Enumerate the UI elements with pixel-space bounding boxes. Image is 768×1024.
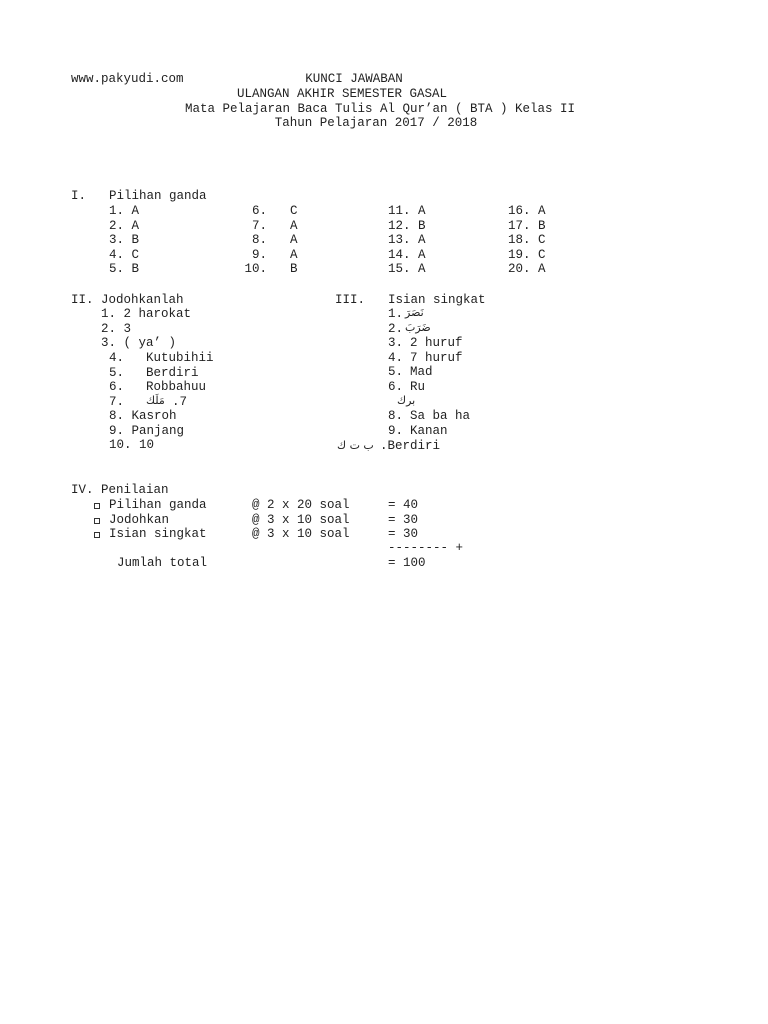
- scoring-result: = 40: [388, 498, 419, 512]
- matching-item-arabic: مَلَك: [146, 393, 165, 407]
- matching-item-number: 6.: [109, 380, 125, 395]
- mc-number: 8.: [251, 233, 267, 248]
- scoring-result: = 30: [388, 527, 419, 542]
- site-url: www.pakyudi.com: [71, 72, 184, 86]
- section-2-heading: II. Jodohkanlah: [71, 293, 184, 307]
- mc-answer: 17. B: [508, 218, 546, 233]
- mc-answer: 13. A: [388, 233, 426, 248]
- short-answer-number: 8.: [388, 409, 404, 424]
- scoring-calc: @ 3 x 10 soal: [252, 527, 350, 542]
- document-title: KUNCI JAWABAN: [305, 72, 403, 86]
- mc-answer: 16. A: [508, 204, 546, 218]
- matching-item-text: Berdiri: [146, 365, 199, 380]
- short-answer-number: 4.: [388, 350, 404, 365]
- mc-number: 7.: [251, 218, 267, 233]
- short-answer-arabic: ضَرَبَ: [405, 320, 431, 334]
- matching-item-number: 5.: [109, 365, 125, 380]
- short-answer-arabic: برك: [397, 393, 416, 407]
- square-bullet-icon: [94, 503, 100, 509]
- mc-answer: 14. A: [388, 247, 426, 262]
- mc-answer: B: [290, 262, 298, 277]
- short-answer-10-arabic: ب ت ك: [337, 439, 374, 452]
- matching-item: 2. 3: [101, 321, 132, 336]
- mc-answer: 5. B: [109, 262, 140, 277]
- mc-answer: 15. A: [388, 262, 426, 277]
- section-1-number: I.: [71, 189, 87, 203]
- school-year: Tahun Pelajaran 2017 / 2018: [274, 116, 478, 130]
- exam-name: ULANGAN AKHIR SEMESTER GASAL: [236, 87, 448, 101]
- mc-number: 6.: [251, 204, 267, 218]
- short-answer-text: Mad: [410, 365, 433, 380]
- matching-item-number: 4.: [109, 351, 125, 365]
- mc-answer: A: [290, 247, 298, 262]
- short-answer-number: 6.: [388, 380, 404, 394]
- scoring-label: Jodohkan: [109, 512, 170, 527]
- short-answer-text: 2 huruf: [410, 336, 463, 351]
- short-answer-number: 2.: [388, 321, 404, 336]
- short-answer-arabic: نَصَرَ: [405, 306, 424, 319]
- mc-answer: 11. A: [388, 204, 426, 218]
- short-answer-10-text: .Berdiri: [380, 439, 441, 453]
- matching-item-suffix: .7: [172, 394, 188, 409]
- matching-item-number: 7.: [109, 394, 125, 409]
- total-value: = 100: [388, 556, 426, 570]
- mc-answer: 1. A: [109, 204, 140, 218]
- scoring-calc: @ 2 x 20 soal: [252, 498, 350, 512]
- short-answer-number: 5.: [388, 365, 404, 380]
- scoring-result: = 30: [388, 512, 419, 527]
- matching-item: 3. ( ya’ ): [101, 336, 177, 351]
- square-bullet-icon: [94, 532, 100, 538]
- section-3-number: III.: [335, 293, 366, 307]
- section-3-heading: Isian singkat: [388, 293, 486, 307]
- mc-answer: 20. A: [508, 262, 546, 277]
- matching-item-text: Kutubihii: [146, 351, 214, 365]
- mc-answer: 3. B: [109, 233, 140, 248]
- mc-answer: 2. A: [109, 218, 140, 233]
- section-4-heading: IV. Penilaian: [71, 483, 169, 497]
- matching-item-text: Robbahuu: [146, 380, 207, 395]
- square-bullet-icon: [94, 518, 100, 524]
- scoring-label: Pilihan ganda: [109, 498, 207, 512]
- short-answer-number: 1.: [388, 307, 404, 321]
- matching-item: 10. 10: [109, 438, 155, 453]
- total-label: Jumlah total: [117, 556, 208, 570]
- short-answer-text: Kanan: [410, 423, 448, 438]
- mc-answer: A: [290, 233, 298, 248]
- short-answer-text: 7 huruf: [410, 350, 463, 365]
- section-1-heading: Pilihan ganda: [109, 189, 207, 203]
- short-answer-number: 9.: [388, 423, 404, 438]
- mc-number: 10.: [244, 262, 267, 277]
- scoring-label: Isian singkat: [109, 527, 207, 542]
- scoring-separator: -------- +: [388, 541, 464, 555]
- mc-number: 9.: [251, 247, 267, 262]
- mc-answer: C: [290, 204, 298, 218]
- short-answer-text: Sa ba ha: [410, 409, 471, 424]
- scoring-calc: @ 3 x 10 soal: [252, 512, 350, 527]
- matching-item: 9. Panjang: [109, 423, 185, 438]
- mc-answer: 19. C: [508, 247, 546, 262]
- short-answer-number: 3.: [388, 336, 404, 351]
- mc-answer: A: [290, 218, 298, 233]
- subject-line: Mata Pelajaran Baca Tulis Al Qur’an ( BTA ) Kelas II: [184, 102, 576, 116]
- mc-answer: 12. B: [388, 218, 426, 233]
- short-answer-text: Ru: [410, 380, 426, 394]
- mc-answer: 4. C: [109, 247, 140, 262]
- mc-answer: 18. C: [508, 233, 546, 248]
- matching-item: 8. Kasroh: [109, 409, 177, 423]
- matching-item: 1. 2 harokat: [101, 307, 192, 321]
